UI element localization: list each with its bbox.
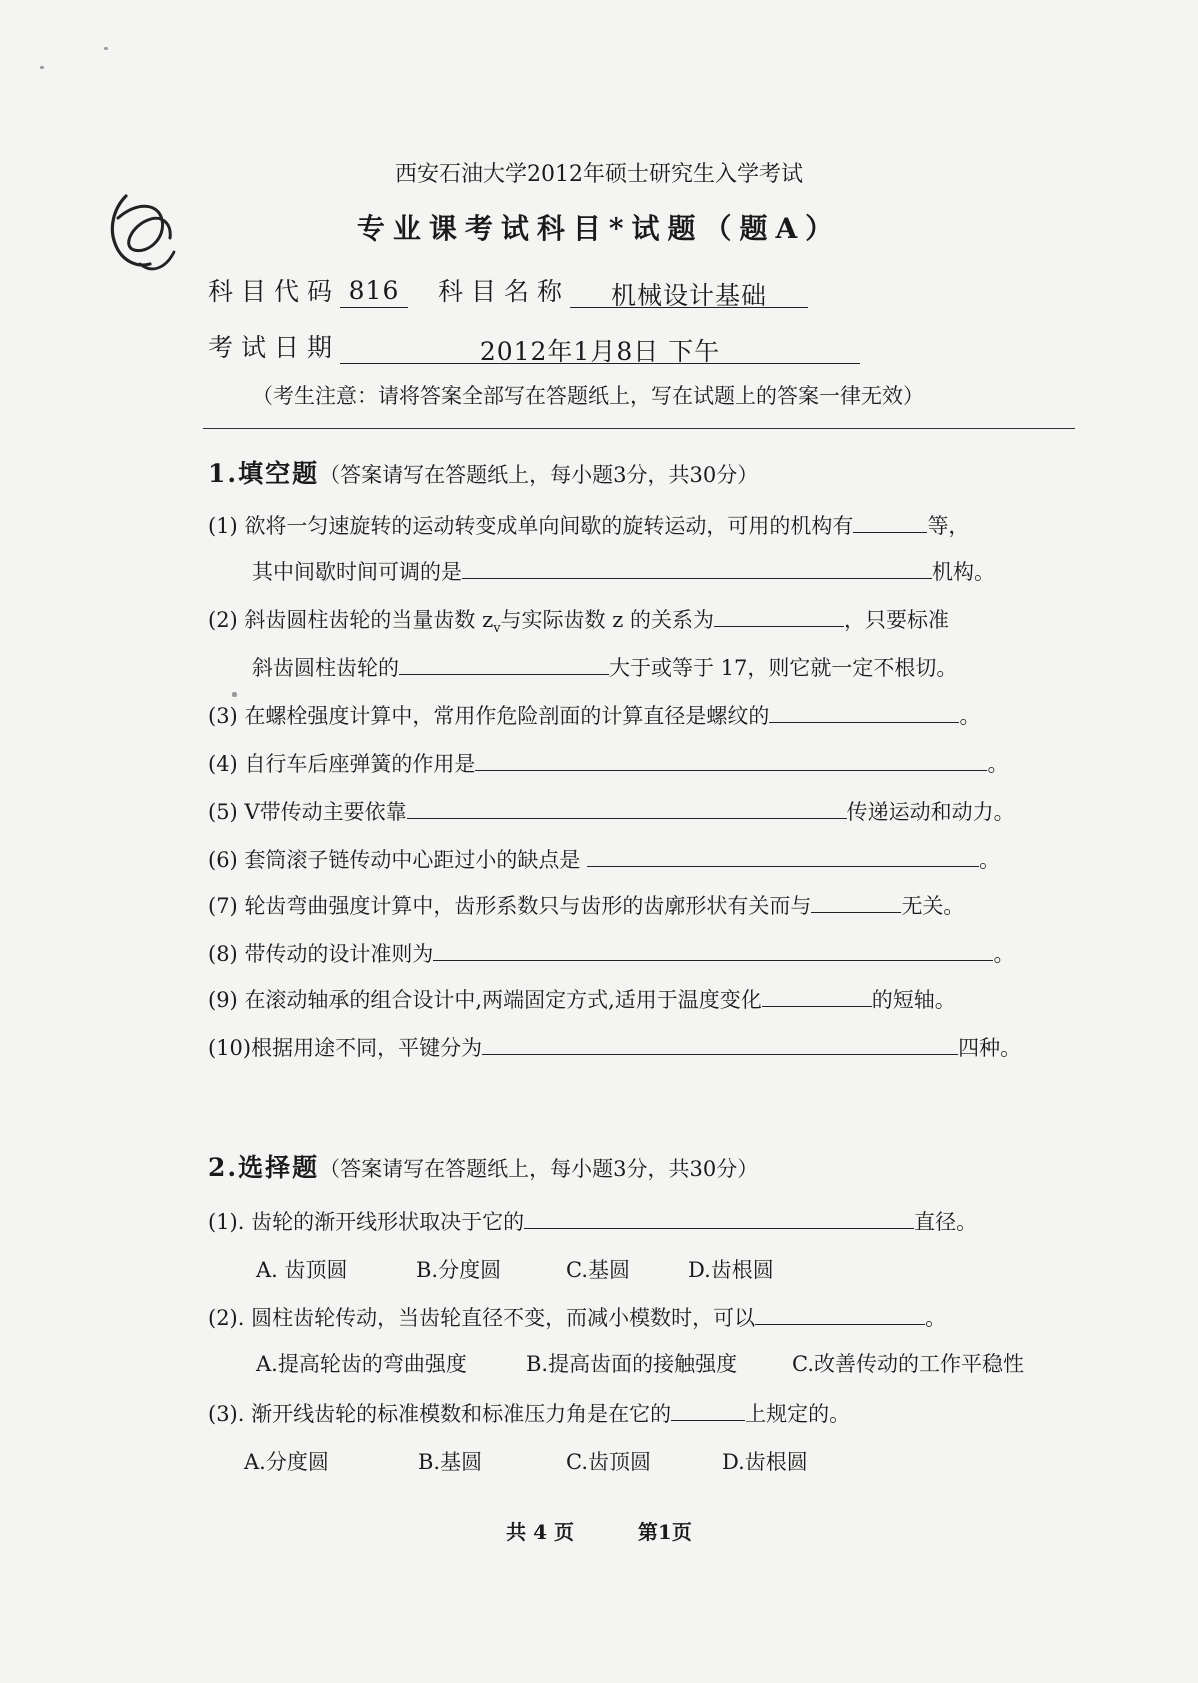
answer-blank bbox=[407, 796, 847, 819]
answer-blank bbox=[853, 510, 927, 533]
question-text: V带传动主要依靠 bbox=[244, 800, 407, 824]
choice-option: C.改善传动的工作平稳性 bbox=[792, 1352, 1024, 1376]
exam-date-label: 考试日期 bbox=[208, 333, 341, 362]
choice-options bbox=[256, 1254, 774, 1284]
choice-option: B.基圆 bbox=[418, 1450, 483, 1474]
section2-heading bbox=[208, 1148, 758, 1184]
fill-question bbox=[208, 890, 964, 920]
question-number: (5) bbox=[208, 800, 238, 824]
scan-speck bbox=[40, 66, 44, 69]
section2-note: （答案请写在答题纸上，每小题3分，共30分） bbox=[319, 1157, 759, 1181]
question-number: (9) bbox=[208, 988, 238, 1012]
question-text: 。 bbox=[925, 1306, 947, 1330]
subject-name-value: 机械设计基础 bbox=[570, 276, 808, 308]
question-text: 上规定的。 bbox=[745, 1402, 851, 1426]
school-line: 西安石油大学2012年硕士研究生入学考试 bbox=[395, 162, 803, 187]
choice-option: C.基圆 bbox=[566, 1258, 630, 1282]
scan-speck bbox=[104, 47, 108, 50]
choice-question bbox=[208, 1302, 946, 1332]
current-page: 第1页 bbox=[637, 1520, 692, 1544]
question-number: (1) bbox=[208, 514, 238, 538]
question-number: (1). bbox=[208, 1210, 245, 1234]
page-footer bbox=[0, 1516, 1198, 1545]
question-text: 。 bbox=[979, 848, 1001, 872]
question-number: (8) bbox=[208, 942, 238, 966]
fill-question bbox=[208, 700, 980, 730]
subject-code-value: 816 bbox=[340, 276, 408, 308]
choice-options bbox=[256, 1348, 1024, 1378]
answer-blank bbox=[433, 938, 993, 961]
answer-blank bbox=[714, 604, 844, 627]
fill-question-cont bbox=[252, 652, 957, 682]
fill-question bbox=[208, 510, 969, 540]
question-text: 自行车后座弹簧的作用是 bbox=[244, 752, 476, 776]
section1-heading bbox=[208, 454, 758, 490]
question-text: 。 bbox=[993, 942, 1015, 966]
question-text: 圆柱齿轮传动，当齿轮直径不变，而减小模数时，可以 bbox=[251, 1306, 756, 1330]
question-number: (7) bbox=[208, 894, 238, 918]
question-text: 斜齿圆柱齿轮的当量齿数 z bbox=[244, 608, 494, 632]
question-text: 其中间歇时间可调的是 bbox=[252, 560, 462, 584]
question-text: 。 bbox=[959, 704, 981, 728]
subject-row bbox=[208, 272, 808, 308]
question-text: 套筒滚子链传动中心距过小的缺点是 bbox=[244, 848, 581, 872]
question-text: 无关。 bbox=[901, 894, 965, 918]
subject-code-label: 科目代码 bbox=[208, 277, 341, 306]
question-text: 在螺栓强度计算中，常用作危险剖面的计算直径是螺纹的 bbox=[244, 704, 770, 728]
question-text: 的短轴。 bbox=[871, 988, 956, 1012]
question-text: 等， bbox=[927, 514, 970, 538]
question-text: 在滚动轴承的组合设计中,两端固定方式,适用于温度变化 bbox=[244, 988, 762, 1012]
fill-question bbox=[208, 1032, 1021, 1062]
subject-name-label: 科目名称 bbox=[437, 277, 570, 306]
question-text: 传递运动和动力。 bbox=[846, 800, 1015, 824]
question-text: 轮齿弯曲强度计算中，齿形系数只与齿形的齿廓形状有关而与 bbox=[244, 894, 812, 918]
question-number: (6) bbox=[208, 848, 238, 872]
answer-blank bbox=[462, 556, 932, 579]
choice-options bbox=[244, 1446, 808, 1476]
fill-question bbox=[208, 984, 956, 1014]
answer-blank bbox=[755, 1302, 925, 1325]
section1-title: 填空题 bbox=[238, 459, 320, 488]
choice-option: B.提高齿面的接触强度 bbox=[526, 1352, 738, 1376]
fill-question bbox=[208, 604, 949, 636]
answer-blank bbox=[769, 700, 959, 723]
question-text: 带传动的设计准则为 bbox=[244, 942, 434, 966]
question-text: 机构。 bbox=[932, 560, 995, 584]
question-text: 与实际齿数 z 的关系为 bbox=[500, 608, 714, 632]
total-pages: 共 4 页 bbox=[506, 1520, 574, 1544]
choice-option: D.齿根圆 bbox=[722, 1450, 808, 1474]
section2-title: 选择题 bbox=[238, 1153, 320, 1182]
question-text: 直径。 bbox=[914, 1210, 978, 1234]
answer-blank bbox=[811, 890, 901, 913]
fill-question-cont bbox=[252, 556, 995, 586]
question-number: (2). bbox=[208, 1306, 245, 1330]
choice-option: C.齿顶圆 bbox=[566, 1450, 651, 1474]
question-text: 斜齿圆柱齿轮的 bbox=[252, 656, 399, 680]
question-text: 大于或等于 17，则它就一定不根切。 bbox=[609, 656, 958, 680]
question-text: 四种。 bbox=[958, 1036, 1022, 1060]
question-text: ，只要标准 bbox=[843, 608, 949, 632]
exam-date-value: 2012年1月8日 下午 bbox=[340, 332, 860, 364]
choice-option: A.提高轮齿的弯曲强度 bbox=[256, 1352, 467, 1376]
question-text: 齿轮的渐开线形状取决于它的 bbox=[251, 1210, 525, 1234]
subscript: v bbox=[493, 621, 501, 637]
choice-option: A. 齿顶圆 bbox=[256, 1258, 348, 1282]
fill-question bbox=[208, 796, 1015, 826]
question-number: (3) bbox=[208, 704, 238, 728]
question-text: 渐开线齿轮的标准模数和标准压力角是在它的 bbox=[251, 1402, 672, 1426]
exam-notice: （考生注意：请将答案全部写在答题纸上，写在试题上的答案一律无效） bbox=[252, 384, 924, 408]
section2-number: 2. bbox=[208, 1153, 239, 1182]
question-text: 。 bbox=[987, 752, 1009, 776]
choice-option: D.齿根圆 bbox=[688, 1258, 774, 1282]
answer-blank bbox=[482, 1032, 958, 1055]
answer-blank bbox=[399, 652, 609, 675]
question-number: (4) bbox=[208, 752, 238, 776]
choice-option: A.分度圆 bbox=[244, 1450, 329, 1474]
choice-question bbox=[208, 1398, 850, 1428]
fill-question bbox=[208, 938, 1014, 968]
choice-question bbox=[208, 1206, 977, 1236]
section1-number: 1. bbox=[208, 459, 239, 488]
answer-blank bbox=[671, 1398, 745, 1421]
question-text: 欲将一匀速旋转的运动转变成单向间歇的旋转运动，可用的机构有 bbox=[244, 514, 854, 538]
exam-title: 专业课考试科目*试题（题A） bbox=[356, 212, 842, 245]
exam-date-row bbox=[208, 328, 860, 364]
question-number: (3). bbox=[208, 1402, 245, 1426]
answer-blank bbox=[475, 748, 987, 771]
question-number: (10) bbox=[208, 1036, 252, 1060]
section1-note: （答案请写在答题纸上，每小题3分，共30分） bbox=[319, 463, 759, 487]
choice-option: B.分度圆 bbox=[416, 1258, 502, 1282]
fill-question bbox=[208, 844, 1000, 874]
header-divider bbox=[203, 428, 1075, 429]
answer-blank bbox=[587, 844, 979, 867]
fill-question bbox=[208, 748, 1008, 778]
question-text: 根据用途不同，平键分为 bbox=[251, 1036, 483, 1060]
answer-blank bbox=[524, 1206, 914, 1229]
scan-speck bbox=[232, 692, 237, 697]
question-number: (2) bbox=[208, 608, 238, 632]
answer-blank bbox=[762, 984, 872, 1007]
